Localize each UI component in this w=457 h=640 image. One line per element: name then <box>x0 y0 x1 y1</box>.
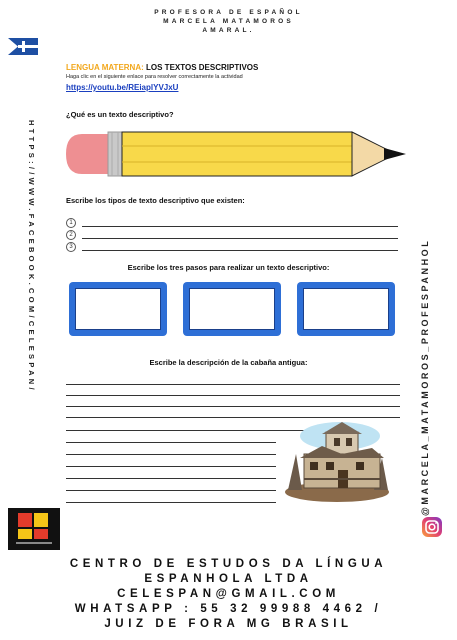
step-box-3[interactable] <box>297 282 395 336</box>
answer-number-3: 3 <box>66 242 76 252</box>
footer-location: JUIZ DE FORA MG BRASIL <box>104 618 353 630</box>
description-line[interactable] <box>66 502 276 503</box>
description-line[interactable] <box>66 442 276 443</box>
answer-line[interactable] <box>82 226 398 227</box>
description-line[interactable] <box>66 384 400 385</box>
question-2: Escribe los tipos de texto descriptivo que existen: <box>66 196 245 205</box>
footer-line-1: CENTRO DE ESTUDOS DA LÍNGUA <box>69 558 388 570</box>
description-line[interactable] <box>66 406 400 407</box>
footer-line-2: ESPANHOLA LTDA <box>144 573 313 585</box>
step-box-2[interactable] <box>183 282 281 336</box>
question-3: Escribe los tres pasos para realizar un texto descriptivo: <box>127 263 330 272</box>
pencil-illustration <box>64 124 408 189</box>
lesson-topic: LOS TEXTOS DESCRIPTIVOS <box>146 63 259 72</box>
step-box-1[interactable] <box>69 282 167 336</box>
answer-number-1: 1 <box>66 218 76 228</box>
question-1: ¿Qué es un texto descriptivo? <box>66 110 174 119</box>
cabin-illustration <box>282 418 392 509</box>
video-link[interactable]: https://youtu.be/REiaplYVJxU <box>66 83 179 92</box>
footer-whatsapp: WHATSAPP : 55 32 99988 4462 / <box>74 603 383 615</box>
description-line[interactable] <box>66 478 276 479</box>
answer-line[interactable] <box>82 238 398 239</box>
description-line[interactable] <box>66 430 306 431</box>
lesson-instruction: Haga clic en el siguiente enlace para resolver correctamente la actividad <box>66 74 243 80</box>
description-line[interactable] <box>66 466 276 467</box>
description-line[interactable] <box>66 395 400 396</box>
header-line-1: PROFESORA DE ESPAÑOL <box>154 9 303 16</box>
question-4: Escribe la descripción de la cabaña antigua: <box>149 358 308 367</box>
lesson-title <box>66 63 258 72</box>
answer-line[interactable] <box>82 250 398 251</box>
facebook-url-sidebar[interactable] <box>22 120 36 500</box>
page-header <box>0 8 457 35</box>
instagram-handle: @MARCELA_MATAMOROS_PROFESPANHOL <box>420 238 430 516</box>
instagram-icon[interactable] <box>422 517 442 537</box>
description-line[interactable] <box>66 490 276 491</box>
facebook-url[interactable]: HTTPS://WWW.FACEBOOK.COM/CELESPAN/ <box>27 120 36 393</box>
instagram-handle-sidebar <box>420 36 436 516</box>
flag-icon <box>8 38 38 55</box>
lesson-subject: LENGUA MATERNA: <box>66 63 144 72</box>
header-line-3: AMARAL. <box>202 27 255 34</box>
answer-number-2: 2 <box>66 230 76 240</box>
footer-email[interactable]: CELESPAN@GMAIL.COM <box>117 588 340 600</box>
celespan-logo <box>8 508 60 550</box>
header-line-2: MARCELA MATAMOROS <box>163 18 294 25</box>
description-line[interactable] <box>66 454 276 455</box>
